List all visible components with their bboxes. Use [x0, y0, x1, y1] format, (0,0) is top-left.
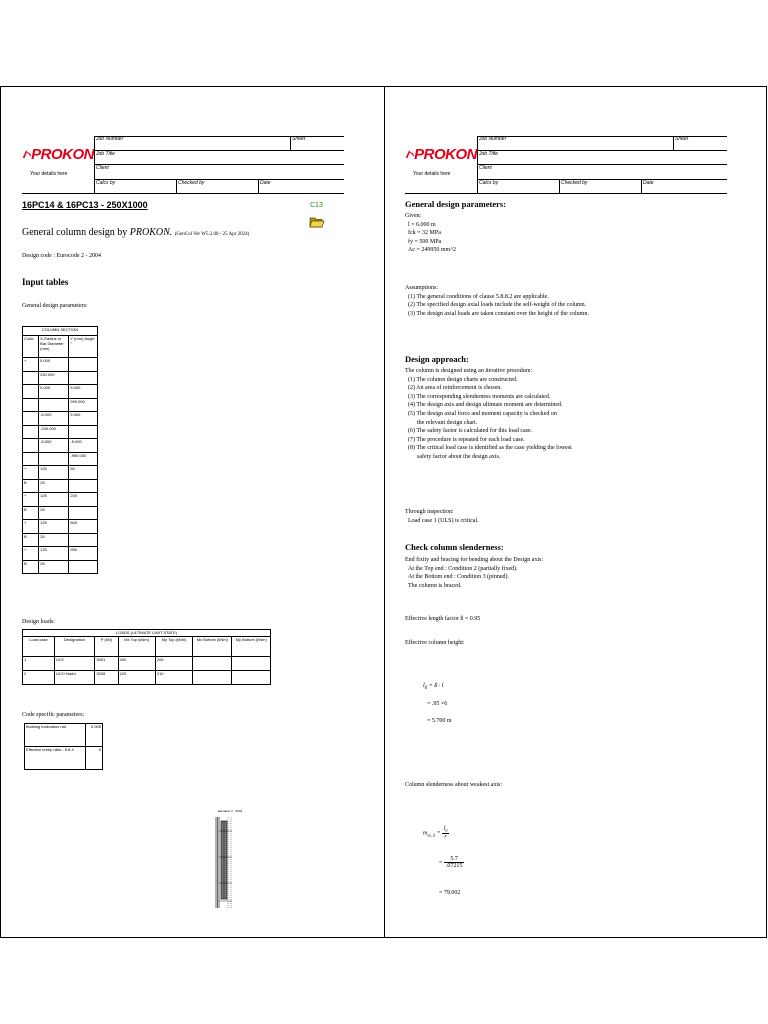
column-header: X-Radius or Bar Diameter (mm) — [39, 336, 69, 358]
critical-case: Load case 1 (ULS) is critical. — [408, 517, 479, 524]
approach-item: (2) An area of reinforcement is chosen. — [408, 385, 502, 392]
table-cell — [39, 452, 69, 466]
table-cell: 240.000 — [39, 371, 69, 385]
design-approach-heading: Design approach: — [405, 354, 469, 364]
approach-item: (6) The safety factor is calculated for this load case. — [408, 428, 533, 435]
eq2-num: $l_0$ — [443, 826, 448, 834]
table-cell — [23, 385, 39, 399]
table-row — [23, 479, 98, 493]
table-cell: 28 — [39, 533, 69, 547]
inspection-label: Through inspection: — [405, 509, 454, 515]
table-cell — [23, 452, 39, 466]
inspection-block — [405, 508, 479, 525]
table-cell — [23, 425, 39, 439]
table-cell: -240.000 — [39, 425, 69, 439]
table-cell — [193, 657, 232, 671]
table-row — [23, 385, 98, 399]
given-item: fy = 500 MPa — [408, 238, 442, 245]
table-cell: ULS — [54, 657, 94, 671]
code-params-table — [24, 723, 103, 770]
table-cell: 5.000 — [39, 385, 69, 399]
eq1-line — [423, 683, 443, 691]
table-cell: + — [23, 520, 39, 534]
slenderness-heading: Check column slenderness: — [405, 542, 504, 552]
eq2-sub: ax_il — [427, 832, 436, 838]
table-cell: 5.000 — [69, 412, 98, 426]
effective-length-factor: Effective length factor ß = 0.95 — [405, 616, 481, 622]
table-row — [23, 425, 98, 439]
approach-item: (1) The column design charts are constructed. — [408, 376, 518, 383]
table-cell: -5.000 — [39, 412, 69, 426]
version-note: (GenCol Ver W5.2.00 - 25 Apr 2024) — [174, 232, 250, 237]
page-divider — [384, 86, 385, 938]
column-header: Code — [23, 336, 39, 358]
client-label: Client — [479, 165, 492, 171]
table-cell: 800 — [69, 520, 98, 534]
column-header: Y (mm) Angle ° — [69, 336, 98, 358]
fixity-item: The column is braced. — [408, 582, 462, 589]
diagram-caption: Elevation 0 - 3004 — [218, 809, 243, 813]
eq1-rhs: = ß · l — [428, 683, 444, 689]
cell-reference: C13 — [310, 202, 323, 209]
job-number-label: Job Number — [479, 136, 507, 142]
table-cell: B — [23, 506, 39, 520]
table-cell: B — [23, 560, 39, 574]
table-cell — [232, 657, 271, 671]
job-title-label: Job Title — [96, 151, 115, 157]
eq2-step-num: 5.7 — [444, 856, 465, 863]
eq2-fraction — [442, 826, 450, 840]
table-cell: 3591 — [95, 657, 118, 671]
code-param-label: Building inclination rad — [25, 724, 86, 747]
table-cell: B — [23, 533, 39, 547]
table-cell — [232, 671, 271, 685]
assumption-item: (1) The general conditions of clause 5.8.8.2 are applicable. — [408, 293, 549, 300]
table-cell — [69, 506, 98, 520]
table-row — [23, 547, 98, 561]
table-row — [23, 439, 98, 453]
table-cell: 50 — [69, 466, 98, 480]
table-row — [23, 520, 98, 534]
column-header: My Bottom (kNm) — [232, 637, 271, 657]
code-params-label: Code specific parameters: — [22, 712, 85, 718]
table-cell: ULS+Nadd — [54, 671, 94, 685]
page-left — [22, 136, 344, 926]
column-header: Mx Bottom (kNm) — [193, 637, 232, 657]
column-header: P (kN) — [95, 637, 118, 657]
approach-item: safety factor about the design axis. — [417, 453, 501, 460]
loads-table — [22, 629, 271, 685]
table-cell: B — [23, 479, 39, 493]
table-cell: 125 — [39, 493, 69, 507]
slender-weak-label: Column slenderness about weakest axis: — [405, 782, 502, 788]
given-item: Ac = 249950 mm^2 — [408, 247, 457, 254]
table-row — [23, 398, 98, 412]
table-header-row — [23, 637, 271, 657]
table-cell — [69, 560, 98, 574]
checked-by-label: Checked by — [561, 180, 588, 186]
eq2-step: = $\frac{5.7}{.07215}$ — [439, 856, 463, 869]
prokon-mark-icon — [22, 147, 31, 161]
table-row — [23, 358, 98, 372]
date-label: Date — [643, 180, 654, 186]
table-row — [23, 452, 98, 466]
assumption-item: (2) The specified design axial loads include the self-weight of the column. — [408, 302, 587, 309]
table-cell — [69, 371, 98, 385]
table-cell: 2 — [23, 671, 55, 685]
table-row — [23, 466, 98, 480]
open-folder-icon[interactable] — [309, 214, 325, 230]
approach-item: (4) The design axis and design ultimate moment are determined. — [408, 402, 563, 409]
project-title: 16PC14 & 16PC13 - 250X1000 — [22, 200, 148, 210]
approach-item: (3) The corresponding slenderness moments are calculated. — [408, 393, 551, 400]
eq2-result: = 79.002 — [439, 890, 461, 896]
table-cell: 1 — [23, 657, 55, 671]
table-cell: 420 — [118, 671, 155, 685]
design-title-brand: PROKON. — [129, 227, 173, 238]
table-cell: 5.000 — [39, 358, 69, 372]
design-code: Design code : Eurocode 2 - 2004 — [22, 253, 101, 259]
table-row — [23, 657, 271, 671]
table-cell: 28 — [39, 506, 69, 520]
assumption-item: (3) The design axial loads are taken constant over the height of the column. — [408, 310, 589, 317]
table-cell: 200 — [155, 657, 192, 671]
code-param-value: 0.005 — [85, 724, 103, 747]
table-cell — [23, 371, 39, 385]
table-cell — [69, 358, 98, 372]
approach-block — [405, 367, 572, 462]
design-title — [22, 227, 249, 238]
table-cell: + — [23, 547, 39, 561]
column-elevation-diagram — [215, 813, 241, 908]
table-cell — [193, 671, 232, 685]
table-cell — [23, 439, 39, 453]
table-cell — [23, 398, 39, 412]
job-number-label: Job Number — [96, 136, 124, 142]
table-row — [23, 560, 98, 574]
client-label: Client — [96, 165, 109, 171]
column-header: Designation — [54, 637, 94, 657]
table-cell: 28 — [39, 560, 69, 574]
input-tables-heading: Input tables — [22, 277, 69, 287]
calcs-by-label: Calcs by — [96, 180, 116, 186]
fixity-item: At the Top end : Condition 2 (partially fixed). — [408, 565, 518, 572]
general-params-heading: General design parameters: — [405, 199, 507, 209]
design-title-main: General column design by — [22, 227, 130, 238]
checked-by-label: Checked by — [178, 180, 205, 186]
table-row — [23, 506, 98, 520]
loads-table-caption: LOADS (ULTIMATE LIMIT STATE) — [23, 630, 271, 637]
column-header: My Top (kNm) — [155, 637, 192, 657]
table-cell: + — [23, 493, 39, 507]
given-label: Given: — [405, 213, 422, 219]
table-cell — [23, 412, 39, 426]
your-details: Your details here — [413, 171, 451, 177]
logo-text: PROKON — [414, 145, 477, 163]
date-label: Date — [260, 180, 271, 186]
table-cell: 950 — [69, 547, 98, 561]
table-cell — [69, 479, 98, 493]
table-row — [23, 533, 98, 547]
prokon-logo — [22, 142, 94, 166]
table-cell: + — [23, 466, 39, 480]
column-header: Load case — [23, 637, 55, 657]
prokon-mark-icon — [405, 147, 414, 161]
design-loads-label: Design loads: — [22, 619, 55, 625]
approach-item: the relevant design chart. — [417, 419, 478, 426]
table-row — [23, 371, 98, 385]
eq1-step1: = .95 ×6 — [427, 701, 448, 707]
approach-item: (5) The design axial force and moment capacity is checked on — [408, 410, 557, 417]
table-cell: 125 — [39, 520, 69, 534]
fixity-item: At the Bottom end : Condition 3 (pinned). — [408, 574, 509, 581]
eq1-lhs: l — [423, 683, 425, 689]
column-section-table — [22, 326, 98, 574]
table-cell: 28 — [39, 479, 69, 493]
logo-text: PROKON — [31, 145, 94, 163]
table-cell: -5.000 — [69, 439, 98, 453]
eq2-den: r — [444, 834, 447, 841]
table-cell: 125 — [39, 466, 69, 480]
assumptions-block — [405, 284, 589, 318]
general-params-label: General design parameters: — [22, 303, 88, 309]
table-cell — [39, 398, 69, 412]
approach-item: (8) The critical load case is identified as the case yielding the lowest — [408, 445, 572, 452]
table-cell: 200 — [69, 493, 98, 507]
table-cell: 5.000 — [69, 385, 98, 399]
page-header — [22, 136, 344, 196]
table-cell — [69, 425, 98, 439]
table-cell — [69, 533, 98, 547]
sheet-label: Sheet — [292, 136, 306, 142]
table-cell: 210 — [155, 671, 192, 685]
eq1-sub: 0 — [424, 686, 428, 692]
table-cell: 3928 — [95, 671, 118, 685]
table-cell: -990.000 — [69, 452, 98, 466]
table-row — [23, 671, 271, 685]
header-grid — [477, 136, 727, 193]
sheet-label: Sheet — [675, 136, 689, 142]
table-cell: + — [23, 358, 39, 372]
eq2-line: $m_{ax\_il}$ = $\frac{l_0}{r}$ — [423, 826, 448, 841]
eq2-step-fraction — [444, 856, 465, 869]
header-grid — [94, 136, 344, 193]
effective-height-label: Effective column height: — [405, 640, 465, 646]
assumptions-label: Assumptions: — [405, 285, 439, 291]
job-title-label: Job Title — [479, 151, 498, 157]
table-row — [23, 493, 98, 507]
eq2-step-den: .07215 — [445, 863, 463, 869]
given-block — [405, 212, 456, 255]
code-param-value: 0 — [85, 747, 103, 770]
code-param-label: Effective creep ratio - 5.8.4 — [25, 747, 86, 770]
table-cell: 125 — [39, 547, 69, 561]
calcs-by-label: Calcs by — [479, 180, 499, 186]
given-item: l = 6.000 m — [408, 221, 436, 228]
table-cell: 400 — [118, 657, 155, 671]
end-fixity: End fixity and bracing for bending about the Design axis: — [405, 557, 544, 563]
table-cell: -5.000 — [39, 439, 69, 453]
prokon-logo — [405, 142, 477, 166]
fixity-block — [405, 556, 543, 590]
given-item: fck = 32 MPa — [408, 230, 441, 237]
column-table-caption: COLUMN SECTION — [23, 327, 98, 336]
eq2-lhs: m — [423, 830, 428, 837]
table-cell: 990.000 — [69, 398, 98, 412]
column-header: Mx Top (kNm) — [118, 637, 155, 657]
approach-item: (7) The procedure is repeated for each load case. — [408, 436, 525, 443]
approach-intro: The column is designed using an iterative procedure: — [405, 368, 533, 374]
table-row — [23, 412, 98, 426]
page-header — [405, 136, 727, 196]
your-details: Your details here — [30, 171, 68, 177]
eq1-step2: = 5.700 m — [427, 718, 452, 724]
page-right — [405, 136, 727, 926]
